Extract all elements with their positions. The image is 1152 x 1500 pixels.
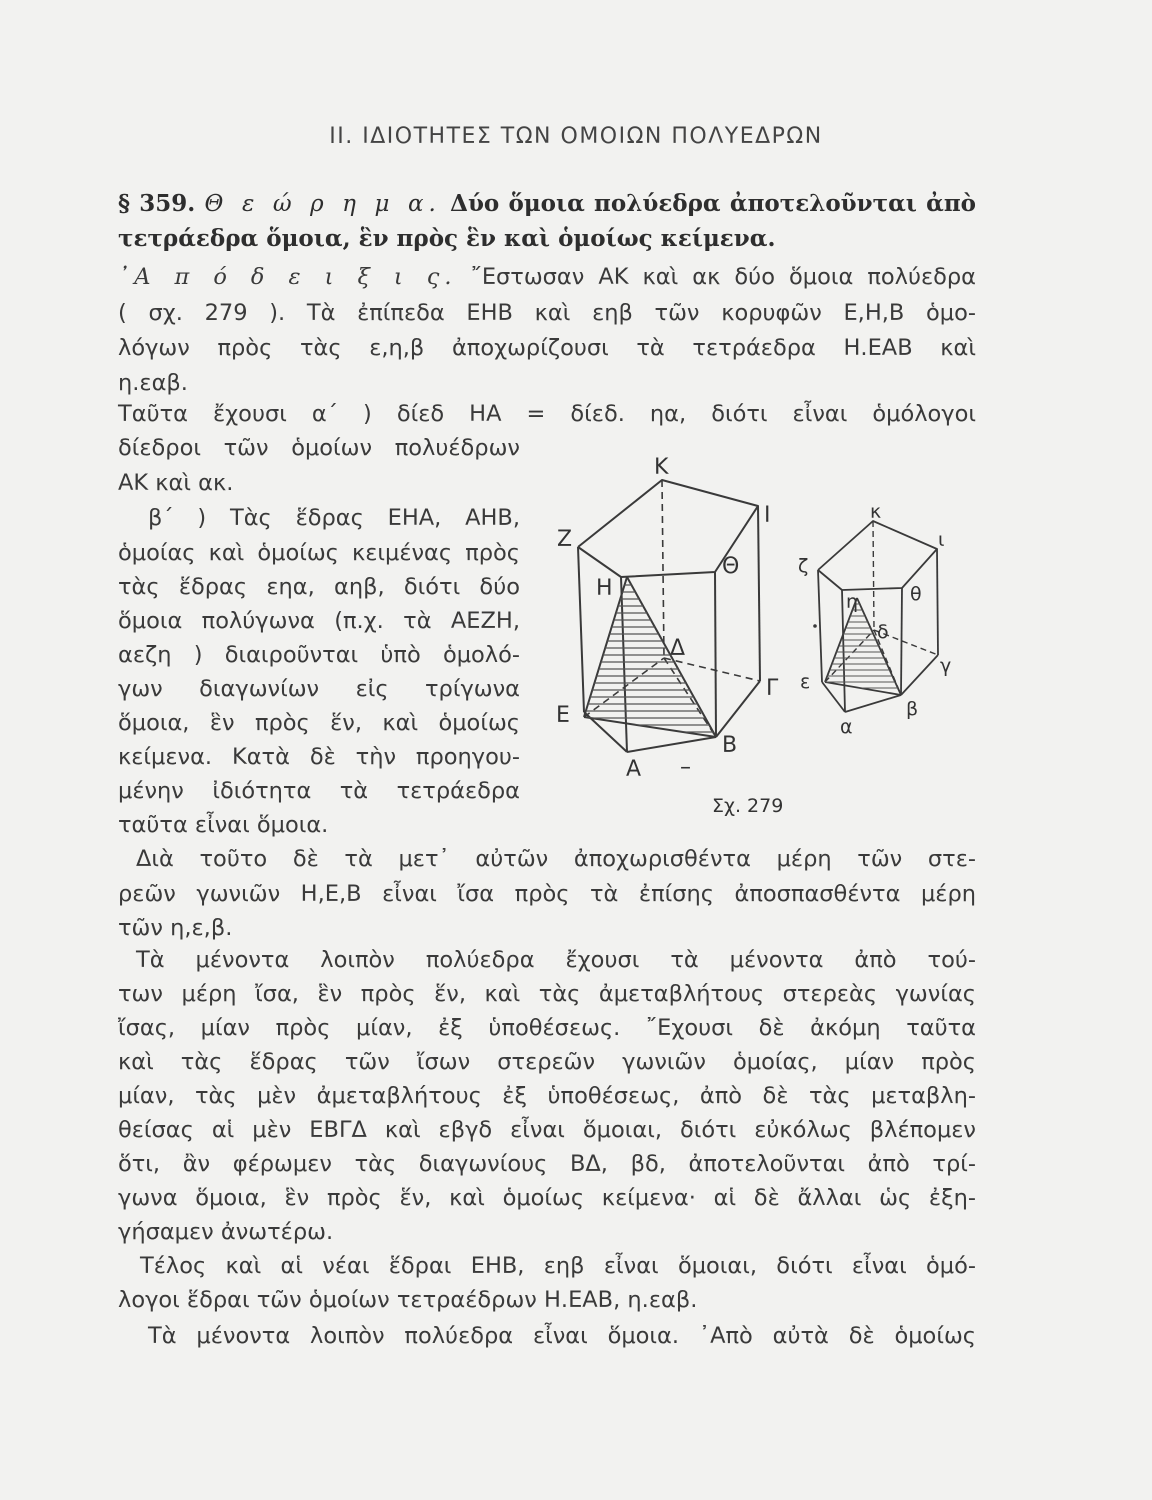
large-hidden-edges (584, 480, 760, 737)
large-edge-eb (584, 717, 716, 737)
label-z: ζ (798, 555, 809, 577)
body-line-25: μίαν, τὰς μὲν ἀμεταβλήτους ἐξ ὑποθέσεως, ἀπὸ δὲ τὰς μεταβλη- (118, 1083, 976, 1109)
body-line-12: αεζη ) διαιροῦνται ὑπὸ ὁμολό- (118, 642, 520, 668)
body-line-5: Ταῦτα ἔχουσι α΄ ) δίεδ ΗΑ = δίεδ. ηα, διότι εἶναι ὁμόλογοι (118, 401, 976, 427)
body-line-14: ὅμοια, ἓν πρὸς ἕν, καὶ ὁμοίως (118, 710, 520, 736)
label-Theta: Θ (722, 554, 740, 579)
label-dash: – (680, 755, 691, 780)
body-line-9: ὁμοίας καὶ ὁμοίως κειμένας πρὸς (118, 540, 520, 566)
large-edge-ze (578, 547, 584, 712)
theorem-label: Θ ε ώ ρ η μ α. (204, 191, 441, 217)
running-head: II. ΙΔΙΟΤΗΤΕΣ ΤΩΝ ΟΜΟΙΩΝ ΠΟΛΥΕΔΡΩΝ (329, 124, 823, 149)
small-top-face (818, 521, 937, 590)
label-E: Ε (556, 703, 570, 728)
body-line-32: Τὰ μένοντα λοιπὸν πολύεδρα εἶναι ὅμοια. ᾿Απὸ αὐτὰ δὲ ὁμοίως (148, 1323, 976, 1349)
body-line-17: ταῦτα εἶναι ὅμοια. (118, 812, 329, 838)
body-line-13: γων διαγωνίων εἰς τρίγωνα (118, 676, 520, 702)
proof-line-4: η.εαβ. (118, 370, 188, 396)
body-line-24: καὶ τὰς ἕδρας τῶν ἴσων στερεῶν γωνιῶν ὁμοίας, μίαν πρὸς (118, 1049, 976, 1075)
body-line-7: ΑΚ καὶ ακ. (118, 470, 234, 496)
body-line-19: ρεῶν γωνιῶν Η,Ε,Β εἶναι ἴσα πρὸς τὰ ἐπίσης ἀποσπασθέντα μέρη (118, 881, 976, 907)
label-H: Η (596, 576, 613, 601)
label-Gamma: Γ (766, 676, 779, 701)
label-Delta: Δ (670, 636, 686, 661)
proof-line-1 (118, 261, 976, 293)
body-line-30: Τέλος καὶ αἱ νέαι ἕδραι ΕΗΒ, εηβ εἶναι ὅμοιαι, διότι εἶναι ὁμό- (140, 1253, 976, 1279)
theorem-statement-2: τετράεδρα ὅμοια, ἓν πρὸς ἓν καὶ ὁμοίως κείμενα. (118, 225, 776, 252)
label-gamma: γ (940, 655, 952, 677)
label-delta: δ (877, 621, 889, 643)
body-line-8: β΄ ) Τὰς ἕδρας ΕΗΑ, ΑΗΒ, (148, 505, 520, 531)
body-line-26: θείσας αἱ μὲν ΕΒΓΔ καὶ εβγδ εἶναι ὅμοιαι, διότι εὐκόλως βλέπομεν (118, 1117, 976, 1143)
label-eta: η (846, 591, 859, 613)
body-line-31: λογοι ἕδραι τῶν ὁμοίων τετραέδρων Η.ΕΑΒ, η.εαβ. (118, 1287, 698, 1313)
body-line-10: τὰς ἕδρας εηα, αηβ, διότι δύο (118, 574, 520, 600)
figure-279 (540, 450, 990, 830)
body-line-6: δίεδροι τῶν ὁμοίων πολυέδρων (118, 435, 520, 461)
large-edge-thb (715, 572, 716, 737)
proof-line-2: ( σχ. 279 ). Τὰ ἐπίπεδα ΕΗΒ καὶ εηβ τῶν κορυφῶν Ε,Η,Β ὁμο- (118, 300, 976, 326)
figure-279-drawing (540, 450, 990, 830)
proof-label: ᾿Α π ό δ ε ι ξ ι ς. (118, 264, 457, 290)
label-epsilon: ε (800, 671, 811, 693)
section-number: § 359. (118, 190, 196, 217)
label-K: Κ (654, 455, 669, 480)
label-B: Β (722, 733, 738, 758)
label-I: Ι (764, 503, 771, 528)
label-alpha: α (840, 716, 853, 738)
figure-caption: Σχ. 279 (712, 795, 784, 817)
body-line-27: ὅτι, ἂν φέρωμεν τὰς διαγωνίους ΒΔ, βδ, ἀποτελοῦνται ἀπὸ τρί- (118, 1151, 976, 1177)
label-k: κ (870, 501, 882, 523)
theorem-statement-1: Δύο ὅμοια πολύεδρα ἀποτελοῦνται ἀπὸ (450, 190, 977, 217)
label-i: ι (938, 529, 945, 551)
theorem-line-1 (118, 188, 976, 220)
large-edge-ab (627, 737, 716, 752)
large-edge-ha (621, 577, 627, 752)
body-line-28: γωνα ὅμοια, ἓν πρὸς ἕν, καὶ ὁμοίως κείμενα· αἱ δὲ ἄλλαι ὡς ἐξη- (118, 1185, 976, 1211)
proof-line-1-text: ῎Εστωσαν ΑΚ καὶ ακ δύο ὅμοια πολύεδρα (470, 264, 977, 290)
label-th: θ (910, 583, 922, 605)
body-line-29: γήσαμεν ἀνωτέρω. (118, 1219, 334, 1245)
small-polyhedron (818, 521, 938, 712)
label-beta: β (906, 698, 919, 720)
body-line-18: Διὰ τοῦτο δὲ τὰ μετ᾿ αὐτῶν ἀποχωρισθέντα μέρη τῶν στε- (136, 846, 976, 872)
body-line-21: Τὰ μένοντα λοιπὸν πολύεδρα ἔχουσι τὰ μένοντα ἀπὸ τού- (136, 947, 976, 973)
large-edge-ig (758, 506, 760, 681)
stray-dot (813, 624, 817, 628)
large-edge-bg (716, 681, 760, 737)
body-line-15: κείμενα. Κατὰ δὲ τὴν προηγου- (118, 744, 520, 770)
label-A: Α (626, 757, 642, 782)
body-line-23: ἴσας, μίαν πρὸς μίαν, ἐξ ὑποθέσεως. ῎Εχουσι δὲ ἀκόμη ταῦτα (118, 1015, 976, 1041)
body-line-16: μένην ἰδιότητα τὰ τετράεδρα (118, 778, 520, 804)
body-line-11: ὅμοια πολύγωνα (π.χ. τὰ ΑΕΖΗ, (118, 608, 520, 634)
label-Z: Ζ (557, 527, 573, 552)
body-line-20: τῶν η,ε,β. (118, 915, 233, 941)
body-line-22: των μέρη ἴσα, ἓν πρὸς ἕν, καὶ τὰς ἀμεταβλήτους στερεὰς γωνίας (118, 981, 976, 1007)
proof-line-3: λόγων πρὸς τὰς ε,η,β ἀποχωρίζουσι τὰ τετράεδρα Η.ΕΑΒ καὶ (118, 335, 976, 361)
